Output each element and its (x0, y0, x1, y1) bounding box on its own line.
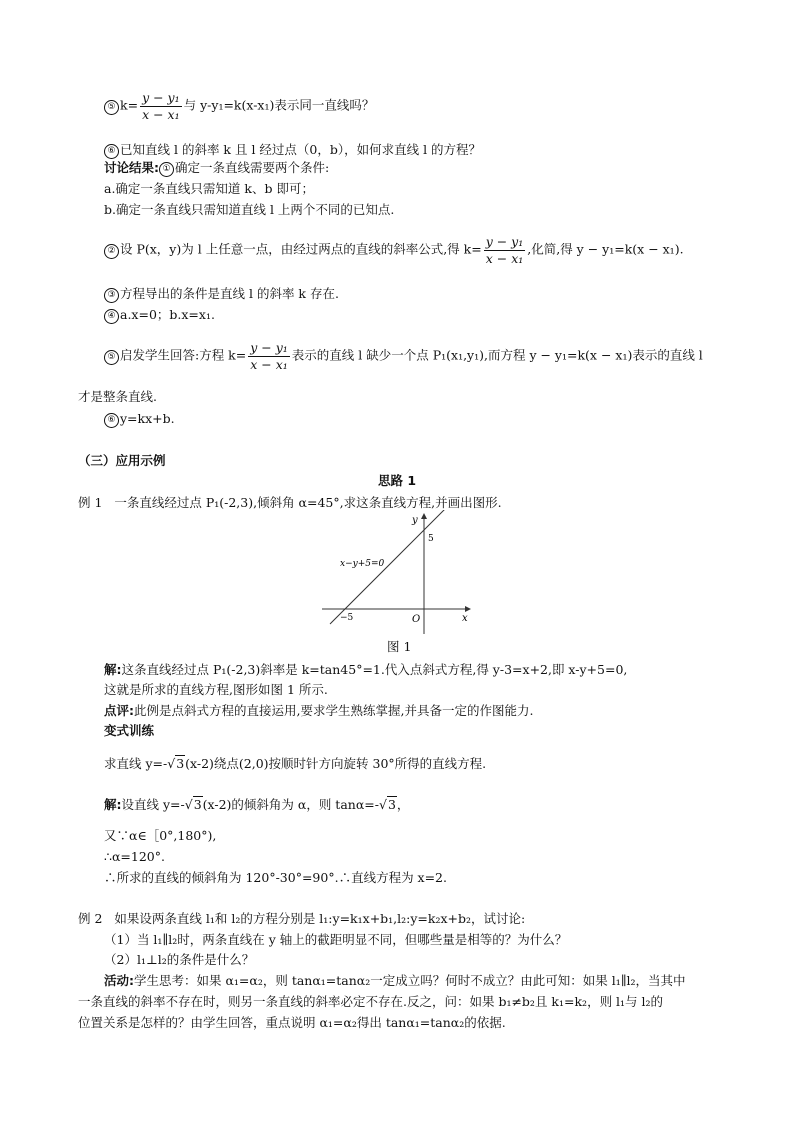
fraction: $\frac{\text{y − y₁}}{\text{x − x₁}}$ (142, 90, 180, 122)
question-6: ⑥ 已知直线 l 的斜率 k 且 l 经过点（0，b），如何求直线 l 的方程？ (104, 141, 481, 160)
activity-line-3: 位置关系是怎样的？由学生回答，重点说明 α₁=α₂得出 tanα₁=tanα₂的依据. (78, 1015, 506, 1030)
solution-1: 解:这条直线经过点 P₁(-2,3)斜率是 k=tan45°=1.代入点斜式方程,得 y-3=x+2,即 x-y+5=0, (104, 662, 628, 677)
y-axis-label: y (412, 515, 418, 526)
x-axis-label: x (462, 613, 468, 624)
result-5-continued: 才是整条直线. (78, 389, 157, 404)
origin-label: O (412, 614, 421, 625)
square-root: √3 (167, 756, 185, 771)
example-2-q2: （2）l₁⊥l₂的条件是什么？ (104, 952, 255, 967)
circled-number: ⑥ (104, 413, 119, 428)
figure-1-graph (318, 510, 478, 636)
result-6: ⑥ y=kx+b. (104, 410, 175, 429)
variant-solution: 解:设直线 y=-√3(x-2)的倾斜角为 α，则 tanα=-√3， (104, 796, 409, 815)
square-root: √3 (378, 797, 396, 812)
result-3: ③ 方程导出的条件是直线 l 的斜率 k 存在. (104, 285, 339, 304)
activity-line-2: 一条直线的斜率不存在时，则另一条直线的斜率必定不存在.反之，问：如果 b₁≠b₂且 k₁=k₂，则 l₁与 l₂的 (78, 994, 664, 1009)
variant-line-4: ∴所求的直线的倾斜角为 120°-30°=90°.∴直线方程为 x=2. (104, 870, 447, 885)
discussion-result: 讨论结果: ① 确定一条直线需要两个条件: (104, 160, 330, 175)
variant-question: 求直线 y=-√3(x-2)绕点(2,0)按顺时针方向旋转 30°所得的直线方程. (104, 755, 486, 774)
section-heading: （三）应用示例 (78, 453, 166, 468)
comment: 点评:此例是点斜式方程的直接运用,要求学生熟练掌握,并具备一定的作图能力. (104, 703, 534, 718)
example-1: 例 1 一条直线经过点 P₁(-2,3),倾斜角 α=45°,求这条直线方程,并画出图形. (78, 495, 502, 510)
circled-number: ④ (104, 309, 119, 324)
solution-1-continued: 这就是所求的直线方程,图形如图 1 所示. (104, 682, 328, 697)
figure-caption: 图 1 (387, 639, 412, 654)
variant-line-2: 又∵α∈［0°,180°), (104, 828, 217, 843)
circled-number: ⑥ (104, 144, 119, 159)
line-equation-label: x−y+5=0 (340, 559, 385, 569)
result-4: ④ a.x=0；b.x=x₁. (104, 306, 215, 325)
question-5: ⑤ k= $\frac{\text{y − y₁}}{\text{x − x₁}}$ 与 y-y₁=k(x-x₁)表示同一直线吗？ (104, 90, 374, 122)
result-2: ② 设 P(x，y)为 l 上任意一点，由经过两点的直线的斜率公式,得 k= $\frac{\text{y − y₁}}{\text{x − x₁}}$ ,化简,得 y − y₁=k(x − x₁). (104, 234, 684, 266)
discussion-b: b.确定一条直线只需知道直线 l 上两个不同的已知点. (104, 202, 395, 217)
circled-number: ⑤ (104, 100, 119, 115)
example-2: 例 2 如果设两条直线 l₁和 l₂的方程分别是 l₁:y=k₁x+b₁,l₂:y=k₂x+b₂，试讨论: (78, 911, 526, 926)
variant-line-3: ∴α=120°. (104, 849, 165, 864)
fraction: $\frac{\text{y − y₁}}{\text{x − x₁}}$ (485, 234, 524, 266)
example-2-q1: （1）当 l₁∥l₂时，两条直线在 y 轴上的截距明显不同，但哪些量是相等的？为什么？ (104, 932, 568, 947)
idea-heading: 思路 1 (377, 473, 417, 488)
x-tick-label: −5 (340, 613, 354, 623)
circled-number: ② (104, 244, 119, 259)
circled-number: ③ (104, 288, 119, 303)
activity: 活动:学生思考：如果 α₁=α₂，则 tanα₁=tanα₂一定成立吗？何时不成立？由此可知：如果 l₁∥l₂，当其中 (104, 973, 686, 988)
y-tick-label: 5 (428, 534, 434, 544)
variant-training-heading: 变式训练 (104, 723, 155, 738)
discussion-a: a.确定一条直线只需知道 k、b 即可； (104, 181, 314, 196)
square-root: √3 (184, 797, 202, 812)
result-5: ⑤ 启发学生回答:方程 k= $\frac{\text{y − y₁}}{\text{x − x₁}}$ 表示的直线 l 缺少一个点 P₁(x₁,y₁),而方程 y − y₁=k(x − x₁)表示的直线 l (104, 340, 703, 372)
circled-number: ① (159, 162, 174, 177)
fraction: $\frac{\text{y − y₁}}{\text{x − x₁}}$ (250, 340, 288, 372)
circled-number: ⑤ (104, 350, 119, 365)
